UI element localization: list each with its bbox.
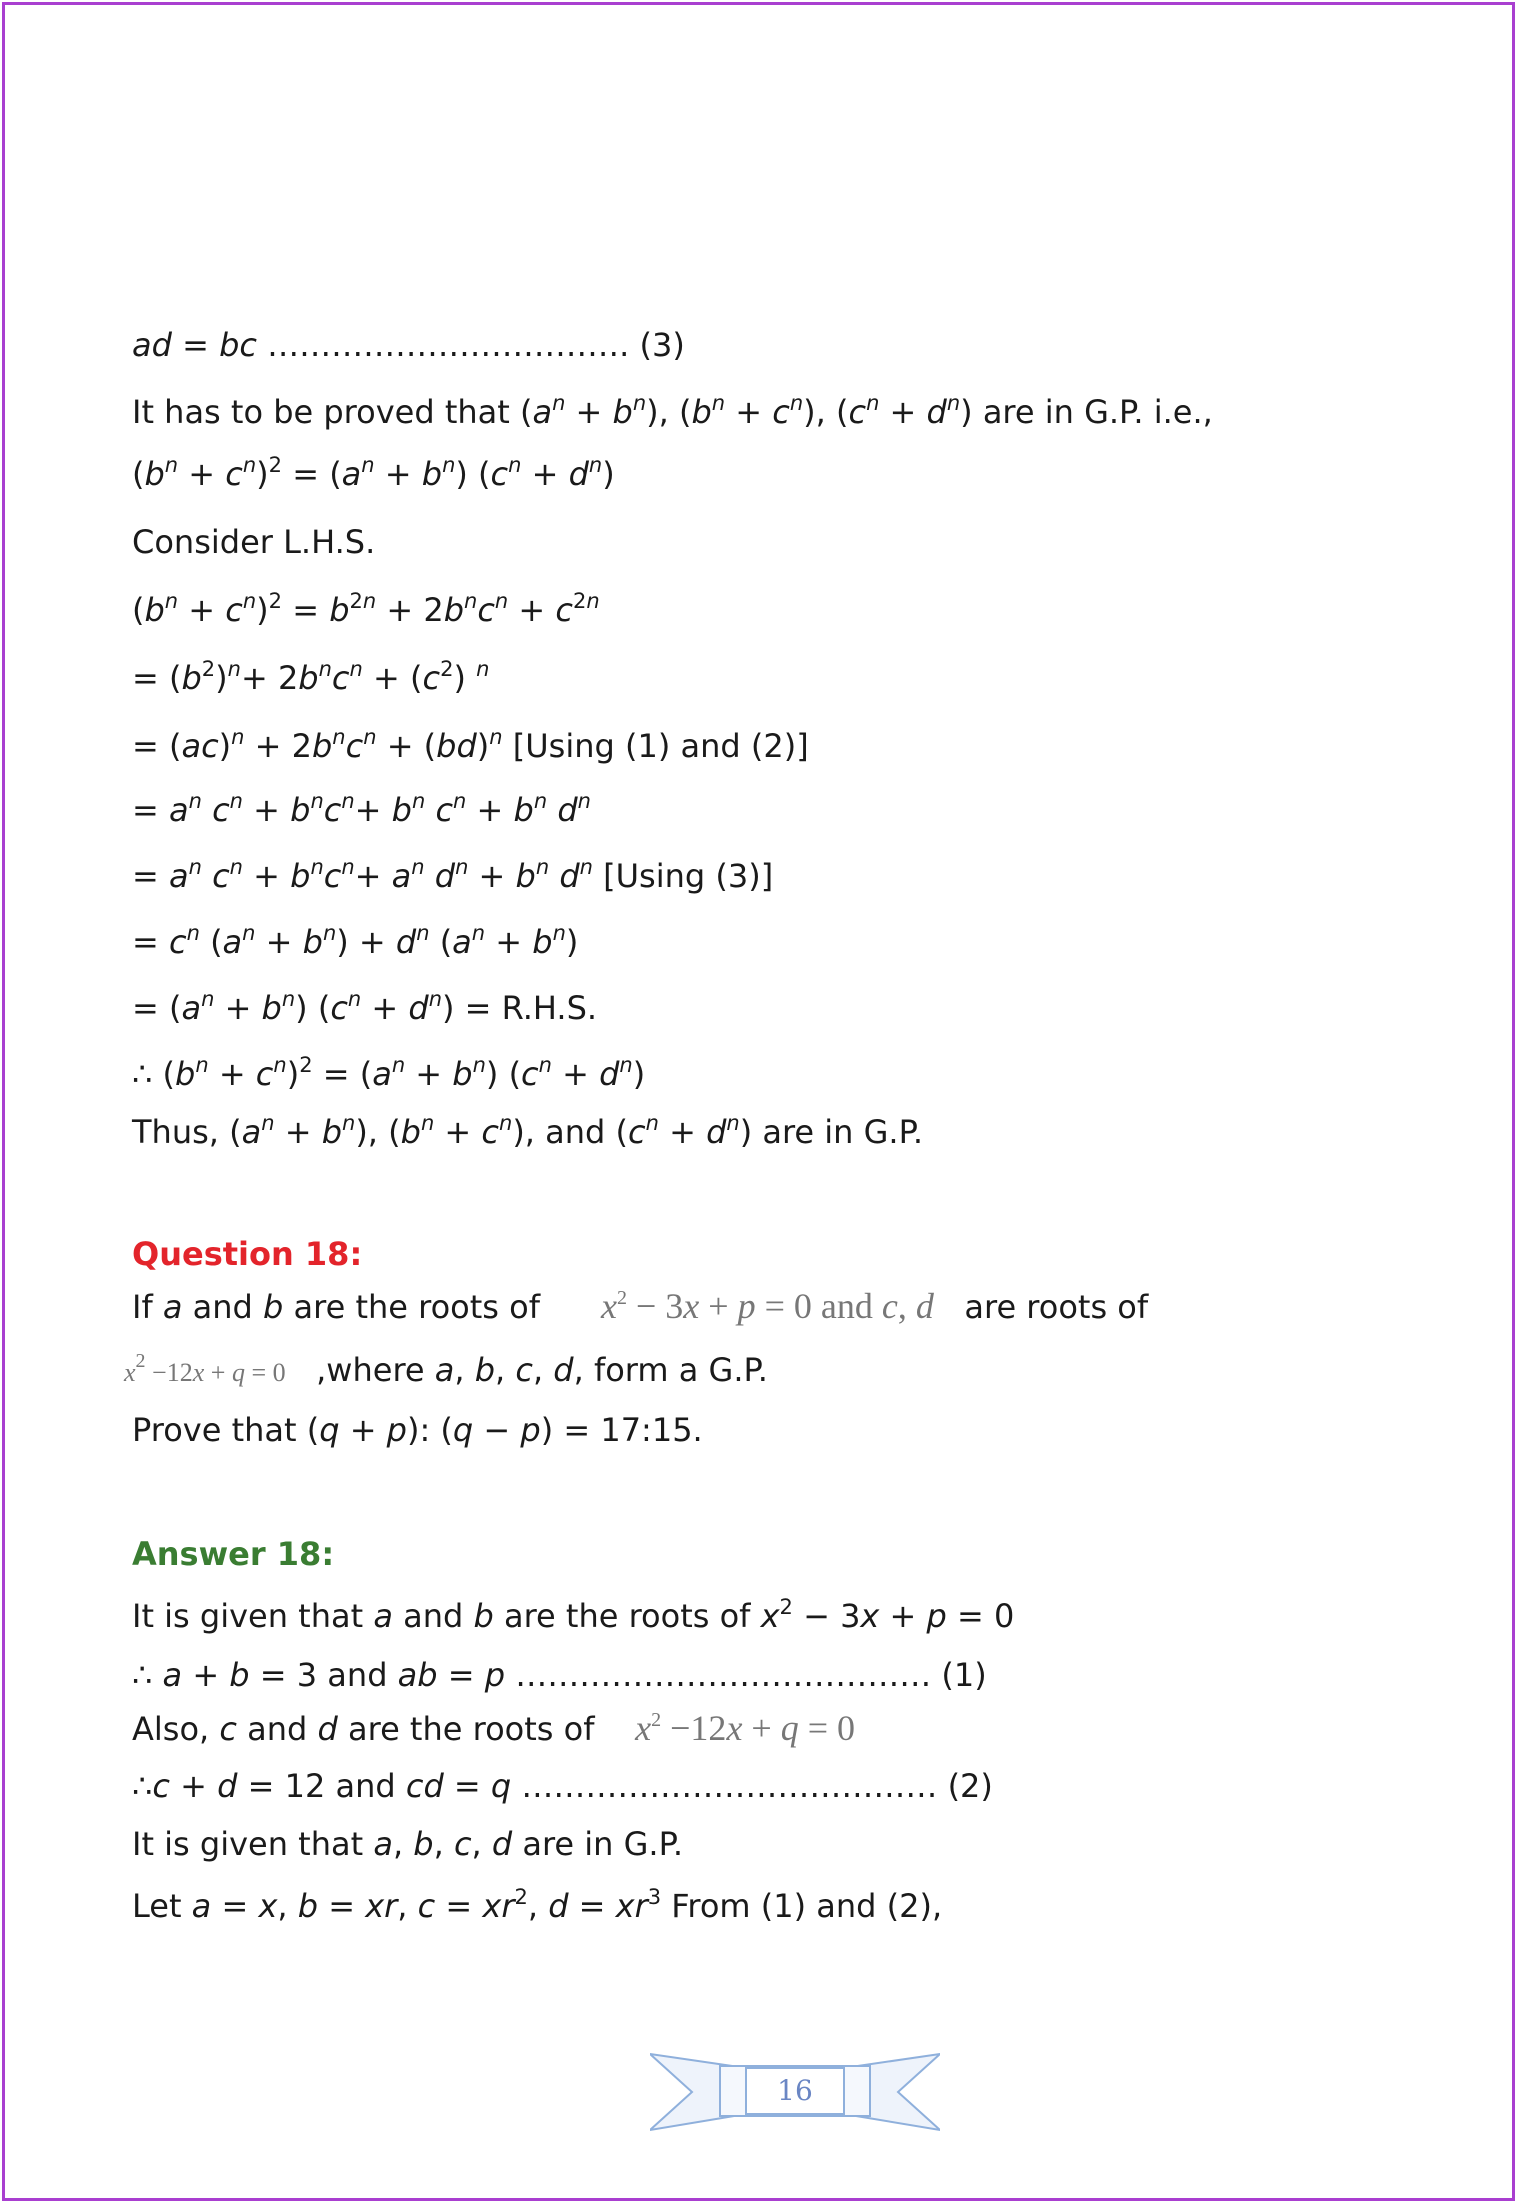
text-line-l5: $(b^n + c^n)^2 = b^{2n} + 2b^nc^n + c^{2n}$ (132, 589, 600, 629)
text-line-q18: Question 18: (132, 1235, 363, 1273)
text-line-l3: $(b^n + c^n)^2 = (a^n + b^n) (c^n + d^n)$ (132, 453, 615, 493)
page-number: 16 (777, 2074, 813, 2107)
text-line-a18: Answer 18: (132, 1535, 335, 1573)
text-line-l1: ad = bc ……………………………. (3) (132, 326, 685, 364)
text-line-l11: = $(a^n + b^n) (c^n + d^n) = R.H.S$. (132, 987, 598, 1027)
text-line-a3: Also, c and d are the roots of $x^2 -12x + q = 0$ (132, 1708, 856, 1748)
text-line-l7: = $(ac)^n + 2b^nc^n + (bd)^n$ [Using (1) and (2)] (132, 725, 809, 765)
page-number-ribbon (650, 2052, 940, 2132)
text-line-a4: ∴c + d = 12 and cd = q ………………………………… (2) (132, 1767, 993, 1805)
text-line-l8: = $a^n$ $c^n + b^nc^n+ b^n$ $c^n + b^n$ $d^n$ (132, 789, 591, 829)
text-line-l12: ∴ $(b^n + c^n)^2 = (a^n + b^n) (c^n + d^n)$ (132, 1053, 646, 1093)
text-line-l10: = $c^n$ $(a^n + b^n) + d^n$ $(a^n + b^n)$ (132, 921, 579, 961)
text-line-q2: $x^2 -12x + q = 0$ ,where a, b, c, d, form a G.P. (124, 1350, 768, 1389)
text-line-q1: If a and b are the roots of $x^2 - 3x + p = 0$ and c, d are roots of (132, 1286, 1149, 1326)
text-line-l2: It has to be proved that $(a^n + b^n)$, $(b^n + c^n)$, $(c^n + d^n)$ are in G.P. i.e., (132, 391, 1213, 431)
text-line-a6: Let a = x, b = xr, $c = xr^2$, $d = xr^3$ From (1) and (2), (132, 1885, 943, 1925)
text-line-a5: It is given that a, b, c, d are in G.P. (132, 1825, 684, 1863)
text-line-l9: = $a^n$ $c^n + b^nc^n+ a^n$ $d^n + b^n$ $d^n$ [Using (3)] (132, 855, 774, 895)
text-line-a2: ∴ a + b = 3 and ab = p ………………………………… (1) (132, 1656, 987, 1694)
text-line-l13: Thus, $(a^n + b^n)$, $(b^n + c^n)$, and $(c^n + d^n)$ are in G.P. (132, 1111, 924, 1151)
text-line-q3: Prove that (q + p): (q − p) = 17:15. (132, 1411, 703, 1449)
text-line-a1: It is given that a and b are the roots of $x^2 - 3x + p = 0$ (132, 1595, 1015, 1635)
text-line-l4: Consider L.H.S. (132, 523, 376, 561)
text-line-l6: = $(b^2)^n+ 2b^nc^n + (c^2)$ $^n$ (132, 657, 490, 697)
